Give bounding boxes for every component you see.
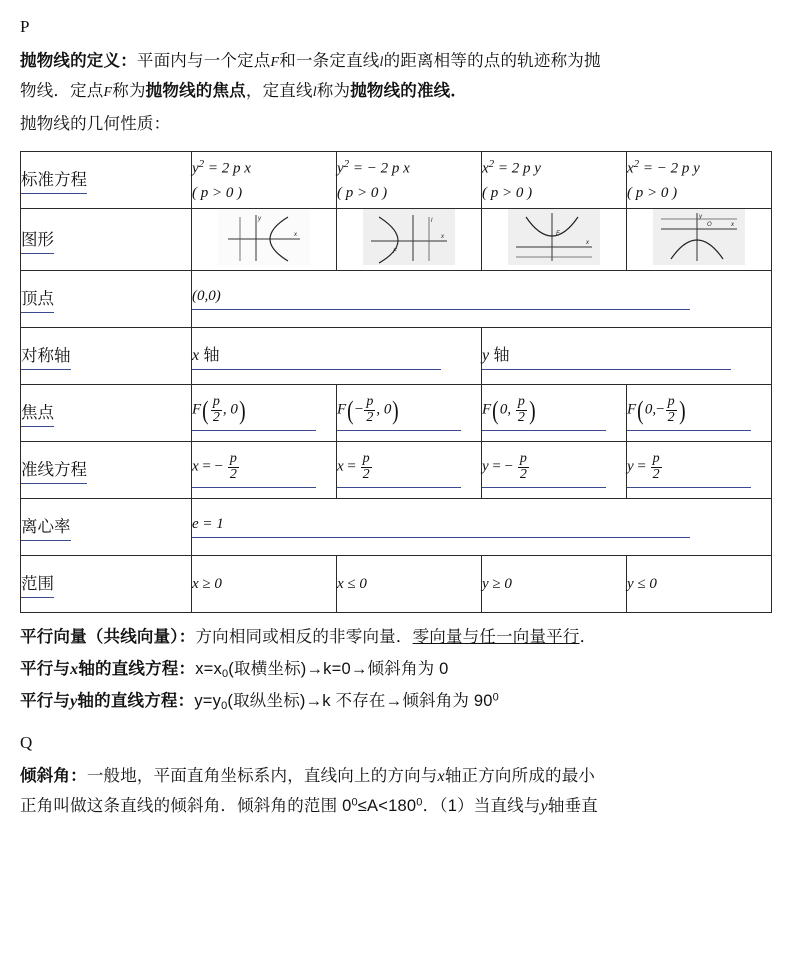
cell-range-1 <box>192 556 337 613</box>
svg-text:l: l <box>431 218 433 225</box>
definition-point-f: F <box>270 54 280 70</box>
directrix-equation: x = $\frac{p}{2}$ <box>337 452 461 487</box>
cell-graph-3 <box>482 209 627 271</box>
row-label-text: 离心率 <box>21 513 71 541</box>
cell-standard-equation-3 <box>482 152 627 209</box>
parallel-x-variable: x <box>70 660 79 678</box>
slope-angle-line2-d: 轴垂直 <box>547 796 599 815</box>
range-value: y ≥ 0 <box>482 576 512 593</box>
svg-text:y: y <box>699 214 702 221</box>
parallel-y-variable: y <box>70 692 78 710</box>
table-row <box>21 442 772 499</box>
slope-angle-line2-b: ≤A<180 <box>357 796 417 815</box>
slope-angle-colon: ： <box>70 766 87 785</box>
cell-focus-4 <box>627 385 772 442</box>
geometry-intro: 抛物线的几何性质： <box>20 114 171 133</box>
definition-text-2: 和一条定直线 <box>279 51 380 70</box>
row-label-text: 顶点 <box>21 285 54 313</box>
row-label-range <box>21 556 192 613</box>
section-letter-p: P <box>20 17 30 36</box>
table-row <box>21 385 772 442</box>
table-row <box>21 328 772 385</box>
slope-angle-sup-1: 0 <box>351 796 358 809</box>
directrix-equation: y = − $\frac{p}{2}$ <box>482 452 606 487</box>
definition-focus-term: 抛物线的焦点 <box>145 82 246 101</box>
slope-angle-line2-c: ．（1）当直线与 <box>422 796 541 815</box>
cell-axis-y <box>482 328 772 385</box>
row-label-axis-of-symmetry <box>21 328 192 385</box>
row-label-text: 对称轴 <box>21 342 71 370</box>
slope-angle-x-variable: x <box>437 767 445 785</box>
cell-directrix-2 <box>337 442 482 499</box>
parallel-vector-text-2: ． <box>579 628 597 647</box>
directrix-equation: x = − $\frac{p}{2}$ <box>192 452 316 487</box>
definition-directrix-term: 抛物线的准线 <box>350 82 451 101</box>
row-label-text: 准线方程 <box>21 456 87 484</box>
parallel-vector-colon: ： <box>178 628 196 647</box>
cell-directrix-3 <box>482 442 627 499</box>
row-label-text: 焦点 <box>21 399 54 427</box>
definition-text-6: ，定直线 <box>245 82 313 101</box>
cell-standard-equation-4 <box>627 152 772 209</box>
row-label-text: 图形 <box>21 226 54 254</box>
parallel-y-label-b: 轴的直线方程 <box>77 691 178 710</box>
cell-focus-3 <box>482 385 627 442</box>
cell-eccentricity-value <box>192 499 772 556</box>
parallel-y-axis-paragraph <box>20 687 773 717</box>
svg-text:x: x <box>294 232 297 239</box>
cell-graph-2 <box>337 209 482 271</box>
eccentricity-value: e = 1 <box>192 516 690 538</box>
slope-angle-sup-2: 0 <box>416 796 423 809</box>
svg-text:x: x <box>586 240 589 247</box>
slope-angle-paragraph <box>20 762 773 822</box>
cell-axis-x <box>192 328 482 385</box>
parallel-vector-underlined: 零向量与任一向量平行 <box>412 628 580 647</box>
parallel-y-colon: ： <box>177 691 195 710</box>
directrix-equation: y = $\frac{p}{2}$ <box>627 452 751 487</box>
parallel-y-subscript: 0 <box>221 699 228 712</box>
range-value: x ≤ 0 <box>337 576 367 593</box>
cell-directrix-4 <box>627 442 772 499</box>
parallel-x-axis-paragraph <box>20 655 773 685</box>
parallel-y-body-b: (取纵坐标)→k 不存在→倾斜角为 90 <box>227 691 493 710</box>
parallel-vector-label: 平行向量（共线向量） <box>20 628 179 647</box>
cell-directrix-1 <box>192 442 337 499</box>
definition-text-3: 的距离相等的点的轨迹称为抛 <box>383 51 601 70</box>
parallel-y-body-a: y=y <box>194 691 222 710</box>
definition-line-l: l <box>379 54 384 70</box>
definition-text-5: 称为 <box>112 82 146 101</box>
cell-range-3 <box>482 556 627 613</box>
axis-y-value: y 轴 <box>482 342 731 370</box>
svg-text:F: F <box>393 249 397 256</box>
row-label-eccentricity <box>21 499 192 556</box>
definition-line-l2: l <box>312 85 317 101</box>
condition-line: ( p > 0 ) <box>192 184 243 201</box>
condition-line: ( p > 0 ) <box>627 184 678 201</box>
equation-line: $y^2$ = − 2 p x <box>337 158 410 177</box>
definition-text-1: 平面内与一个定点 <box>136 51 271 70</box>
axis-x-value: x 轴 <box>192 342 441 370</box>
row-label-directrix-equation <box>21 442 192 499</box>
range-value: x ≥ 0 <box>192 576 222 593</box>
parallel-x-subscript: 0 <box>221 667 229 680</box>
table-row <box>21 556 772 613</box>
slope-angle-label: 倾斜角 <box>20 766 71 785</box>
row-label-focus <box>21 385 192 442</box>
cell-focus-2 <box>337 385 482 442</box>
parallel-x-colon: ： <box>178 659 196 678</box>
parallel-x-label-a: 平行与 <box>20 659 71 678</box>
focus-coordinates: F(0,− $\frac{p}{2}$ ) <box>627 395 751 430</box>
parabola-left-icon <box>363 209 455 265</box>
svg-text:O: O <box>707 222 712 229</box>
parabola-properties-table <box>20 151 772 613</box>
equation-line: $x^2$ = − 2 p y <box>627 158 700 177</box>
parallel-x-body-a: x=x <box>195 659 222 678</box>
row-label-graph <box>21 209 192 271</box>
parabola-right-icon <box>218 209 310 265</box>
parallel-y-label-a: 平行与 <box>20 691 71 710</box>
parabola-definition-paragraph <box>20 46 773 107</box>
parabola-up-icon <box>508 209 600 265</box>
vertex-coordinates: (0,0) <box>192 288 690 310</box>
focus-coordinates: F(0, $\frac{p}{2}$ ) <box>482 395 606 430</box>
parallel-x-label-b: 轴的直线方程 <box>78 659 179 678</box>
cell-standard-equation-1 <box>192 152 337 209</box>
equation-line: $y^2 = 2$ p x <box>192 158 251 177</box>
slope-angle-line2-a: 正角叫做这条直线的倾斜角．倾斜角的范围 0 <box>20 796 352 815</box>
definition-point-f2: F <box>103 85 113 101</box>
cell-graph-1 <box>192 209 337 271</box>
row-label-vertex <box>21 271 192 328</box>
row-label-text: 标准方程 <box>21 166 87 194</box>
focus-coordinates: F( $\frac{p}{2}$ , 0) <box>192 395 316 430</box>
parallel-vector-text-1: 方向相同或相反的非零向量． <box>195 628 413 647</box>
cell-focus-1 <box>192 385 337 442</box>
row-label-text: 范围 <box>21 570 54 598</box>
condition-line: ( p > 0 ) <box>337 184 388 201</box>
definition-text-8: ． <box>450 82 468 101</box>
cell-standard-equation-2 <box>337 152 482 209</box>
parallel-y-superscript: 0 <box>492 691 499 704</box>
parallel-vector-paragraph <box>20 623 773 653</box>
cell-vertex-value <box>192 271 772 328</box>
range-value: y ≤ 0 <box>627 576 657 593</box>
focus-coordinates: F(− $\frac{p}{2}$ , 0) <box>337 395 461 430</box>
svg-text:y: y <box>258 216 261 223</box>
cell-graph-4 <box>627 209 772 271</box>
table-row <box>21 152 772 209</box>
definition-text-4: 物线．定点 <box>20 82 104 101</box>
section-letter-q: Q <box>20 733 33 753</box>
table-row <box>21 499 772 556</box>
definition-label: 抛物线的定义 <box>20 51 121 70</box>
slope-angle-line1-a: 一般地，平面直角坐标系内，直线向上的方向与 <box>86 766 438 785</box>
equation-line: $x^2 = 2$ p y <box>482 158 541 177</box>
condition-line: ( p > 0 ) <box>482 184 533 201</box>
svg-text:x: x <box>441 234 444 241</box>
parallel-x-body-b: (取横坐标)→k=0→倾斜角为 0 <box>228 659 449 678</box>
definition-text-7: 称为 <box>316 82 351 101</box>
cell-range-2 <box>337 556 482 613</box>
table-row <box>21 271 772 328</box>
svg-text:F: F <box>556 231 560 238</box>
definition-colon: ： <box>120 51 137 70</box>
parabola-down-icon <box>653 209 745 265</box>
table-row <box>21 209 772 271</box>
row-label-standard-equation <box>21 152 192 209</box>
svg-text:x: x <box>731 222 734 229</box>
cell-range-4 <box>627 556 772 613</box>
slope-angle-line1-b: 轴正方向所成的最小 <box>444 766 596 785</box>
slope-angle-y-variable: y <box>540 797 548 815</box>
